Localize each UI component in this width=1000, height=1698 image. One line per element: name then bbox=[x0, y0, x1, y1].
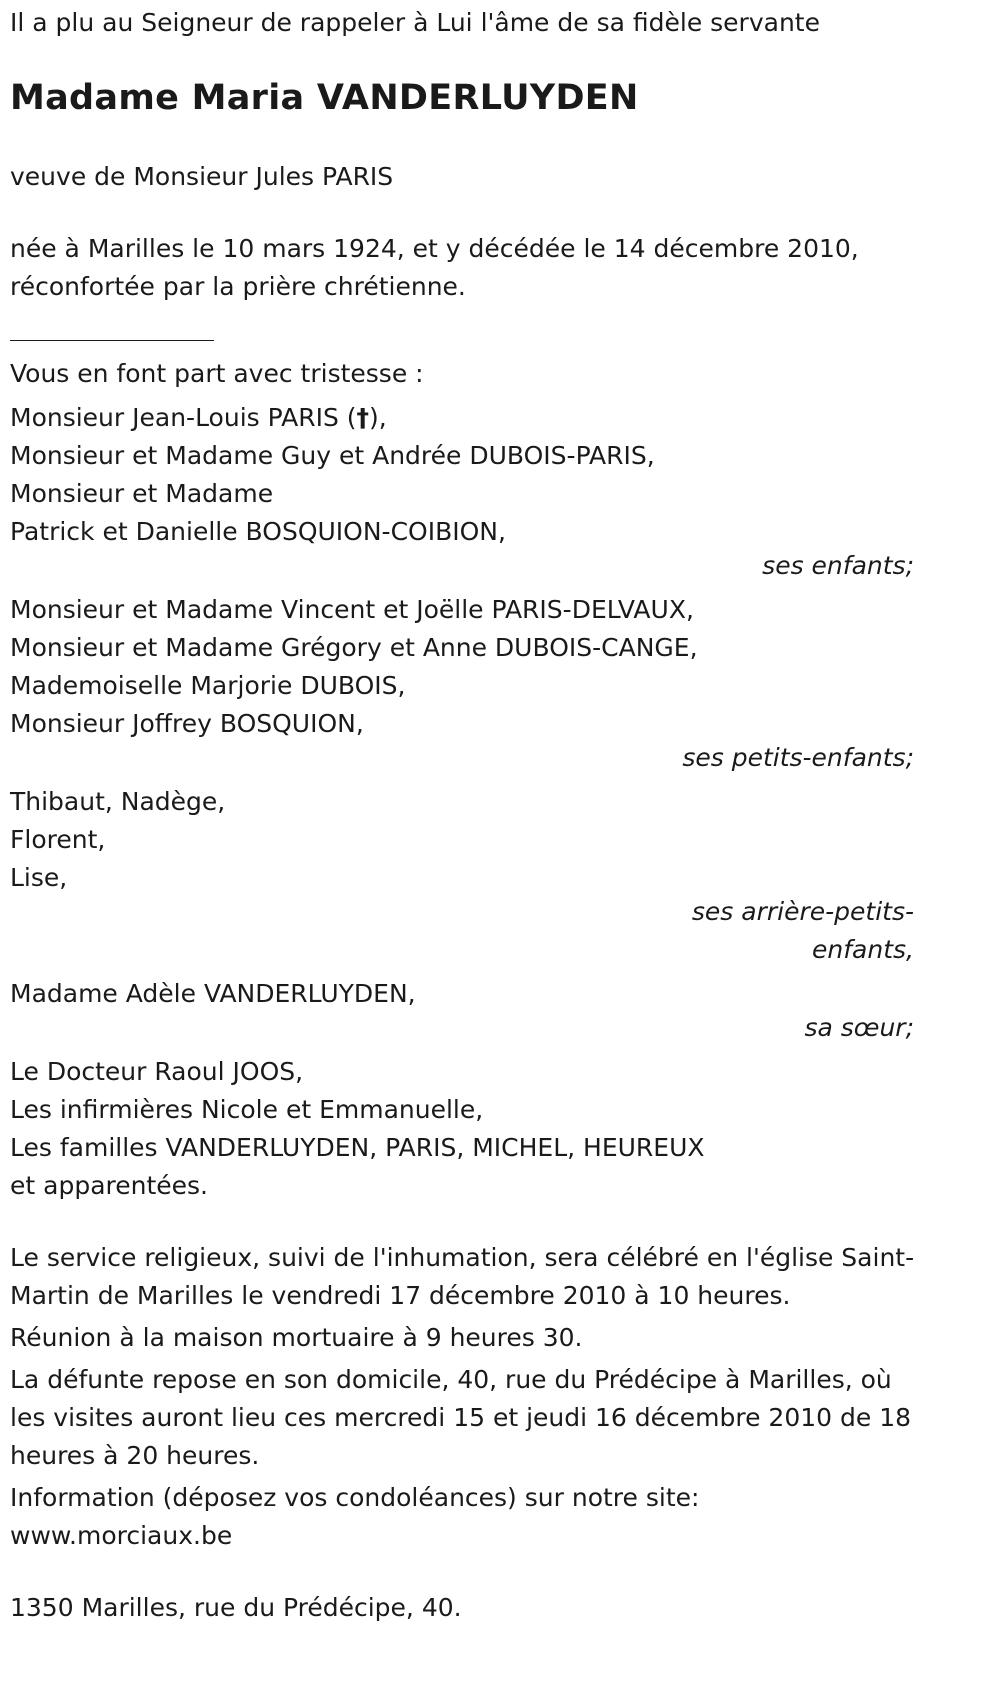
family-member-line: Les familles VANDERLUYDEN, PARIS, MICHEL, HEUREUX bbox=[10, 1133, 705, 1162]
service-line: Martin de Marilles le vendredi 17 décembre 2010 à 10 heures. bbox=[10, 1281, 791, 1310]
family-member-line: Monsieur Joffrey BOSQUION, bbox=[10, 709, 364, 738]
family-member-line: Madame Adèle VANDERLUYDEN, bbox=[10, 979, 416, 1008]
address-text: 1350 Marilles, rue du Prédécipe, 40. bbox=[10, 1593, 462, 1622]
family-member-line: Monsieur et Madame Vincent et Joëlle PARIS-DELVAUX, bbox=[10, 595, 694, 624]
deceased-name: Madame Maria VANDERLUYDEN bbox=[10, 78, 639, 118]
service-line: Le service religieux, suivi de l'inhumation, sera célébré en l'église Saint- bbox=[10, 1243, 915, 1272]
family-member-line: et apparentées. bbox=[10, 1171, 208, 1200]
family-member-line: Thibaut, Nadège, bbox=[10, 787, 226, 816]
others-group bbox=[10, 1053, 914, 1205]
relation-label: ses enfants; bbox=[762, 551, 914, 580]
relation-label: sa sœur; bbox=[804, 1013, 914, 1042]
great-grandchildren-group bbox=[10, 783, 914, 969]
grandchildren-group bbox=[10, 591, 914, 777]
separator-line bbox=[10, 320, 214, 341]
birth-death-line: réconfortée par la prière chrétienne. bbox=[10, 272, 466, 301]
visitation-line: les visites auront lieu ces mercredi 15 et jeudi 16 décembre 2010 de 18 bbox=[10, 1403, 912, 1432]
family-member-line: Le Docteur Raoul JOOS, bbox=[10, 1057, 304, 1086]
birth-death-line: née à Marilles le 10 mars 1924, et y décédée le 14 décembre 2010, bbox=[10, 234, 859, 263]
website-link[interactable]: www.morciaux.be bbox=[10, 1521, 233, 1550]
cross-icon: † bbox=[356, 403, 370, 432]
family-member-line: Patrick et Danielle BOSQUION-COIBION, bbox=[10, 517, 506, 546]
birth-death-block bbox=[10, 230, 914, 306]
obituary-notice bbox=[10, 0, 914, 1627]
sister-group bbox=[10, 975, 914, 1047]
family-member-line: Florent, bbox=[10, 825, 106, 854]
visitation-paragraph bbox=[10, 1361, 914, 1475]
visitation-line: La défunte repose en son domicile, 40, rue du Prédécipe à Marilles, où bbox=[10, 1365, 892, 1394]
family-member-line: Les infirmières Nicole et Emmanuelle, bbox=[10, 1095, 484, 1124]
visitation-line: heures à 20 heures. bbox=[10, 1441, 260, 1470]
family-member-line: Mademoiselle Marjorie DUBOIS, bbox=[10, 671, 406, 700]
family-member-line: Lise, bbox=[10, 863, 68, 892]
family-member-line: Monsieur Jean-Louis PARIS (†), bbox=[10, 403, 387, 432]
children-group bbox=[10, 399, 914, 585]
widow-of-text: veuve de Monsieur Jules PARIS bbox=[10, 162, 394, 191]
information-paragraph bbox=[10, 1479, 914, 1555]
family-member-line: Monsieur et Madame Grégory et Anne DUBOIS-CANGE, bbox=[10, 633, 698, 662]
relation-label: enfants, bbox=[812, 935, 914, 964]
service-paragraph bbox=[10, 1239, 914, 1315]
announcement-text: Vous en font part avec tristesse : bbox=[10, 359, 424, 388]
relation-label: ses petits-enfants; bbox=[682, 743, 914, 772]
family-member-line: Monsieur et Madame Guy et Andrée DUBOIS-PARIS, bbox=[10, 441, 655, 470]
family-member-line: Monsieur et Madame bbox=[10, 479, 274, 508]
information-text: Information (déposez vos condoléances) sur notre site: bbox=[10, 1483, 700, 1512]
intro-text: Il a plu au Seigneur de rappeler à Lui l'âme de sa fidèle servante bbox=[10, 8, 820, 37]
relation-label: ses arrière-petits- bbox=[691, 897, 914, 926]
gathering-text: Réunion à la maison mortuaire à 9 heures 30. bbox=[10, 1323, 583, 1352]
